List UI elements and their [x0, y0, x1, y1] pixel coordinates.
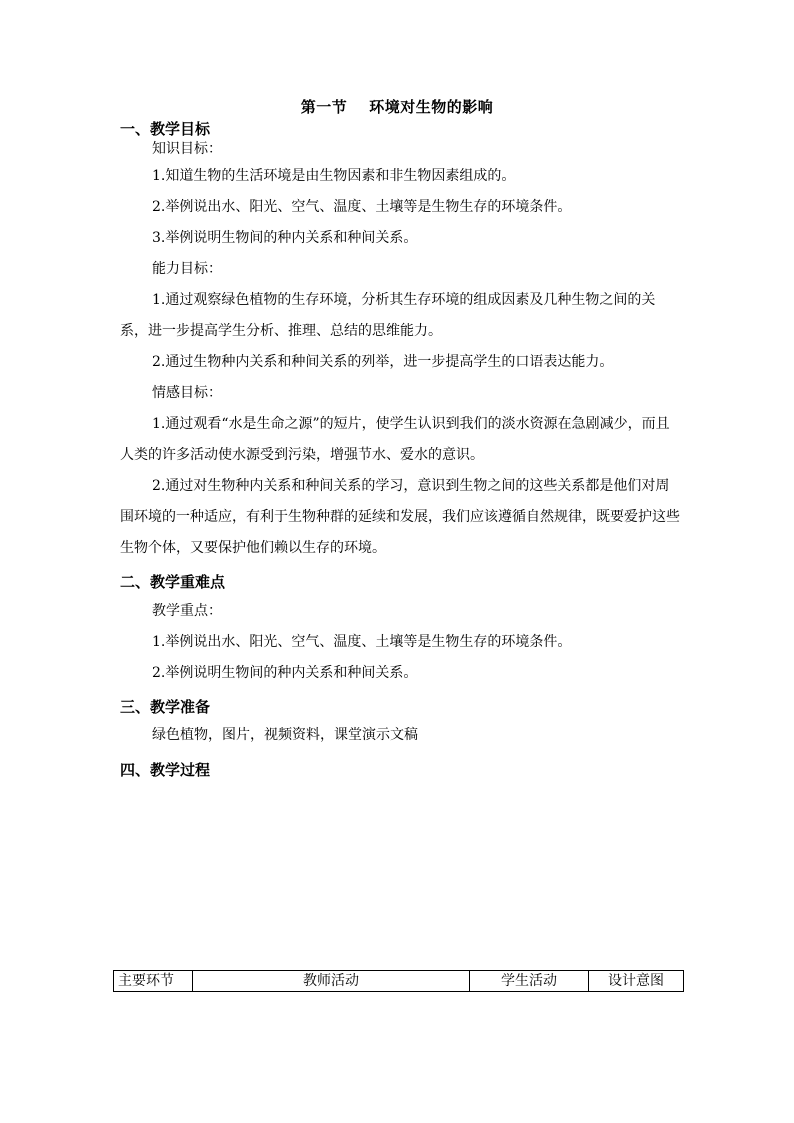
- table-header-cell: 设计意图: [589, 971, 684, 992]
- heading-preparation: 三、教学准备: [120, 698, 211, 716]
- ability-goal-2: 2.通过生物种内关系和种间关系的列举，进一步提高学生的口语表达能力。: [152, 354, 614, 370]
- process-table: [113, 970, 684, 992]
- knowledge-goals-label: 知识目标：: [152, 141, 222, 157]
- knowledge-goal-3: 3.举例说明生物间的种内关系和种间关系。: [152, 230, 418, 246]
- emotion-goal-1: 1.通过观看“水是生命之源”的短片，使学生认识到我们的淡水资源在急剧减少，而且人类的许多活动使水源受到污染，增强节水、爱水的意识。: [120, 416, 670, 463]
- table-header-row: [114, 971, 684, 992]
- focus-label: 教学重点：: [152, 603, 222, 619]
- heading-teaching-goals: 一、教学目标: [120, 120, 211, 138]
- focus-point-1: 1.举例说出水、阳光、空气、温度、土壤等是生物生存的环境条件。: [152, 634, 572, 650]
- focus-point-2: 2.举例说明生物间的种内关系和种间关系。: [152, 665, 418, 681]
- section-name: 环境对生物的影响: [369, 98, 494, 116]
- table-header-cell: 学生活动: [470, 971, 589, 992]
- table-header-cell: 主要环节: [114, 971, 193, 992]
- page-title: [0, 96, 794, 117]
- knowledge-goal-2: 2.举例说出水、阳光、空气、温度、土壤等是生物生存的环境条件。: [152, 199, 572, 215]
- heading-key-points: 二、教学重难点: [120, 573, 226, 591]
- ability-goals-label: 能力目标：: [152, 261, 222, 277]
- table-header-cell: 教师活动: [193, 971, 470, 992]
- knowledge-goal-1: 1.知道生物的生活环境是由生物因素和非生物因素组成的。: [152, 168, 516, 184]
- preparation-text: 绿色植物，图片，视频资料，课堂演示文稿: [152, 727, 418, 743]
- heading-teaching-process: 四、教学过程: [120, 761, 211, 779]
- emotion-goals-label: 情感目标：: [152, 385, 222, 401]
- section-number: 第一节: [300, 98, 348, 116]
- emotion-goal-2: 2.通过对生物种内关系和种间关系的学习，意识到生物之间的这些关系都是他们对周围环境的一种适应，有利于生物种群的延续和发展，我们应该遵循自然规律，既要爱护这些生物个体，又要保护他们赖以生存的环境。: [120, 478, 680, 556]
- ability-goal-1: 1.通过观察绿色植物的生存环境，分析其生存环境的组成因素及几种生物之间的关系，进一步提高学生分析、推理、总结的思维能力。: [120, 292, 656, 339]
